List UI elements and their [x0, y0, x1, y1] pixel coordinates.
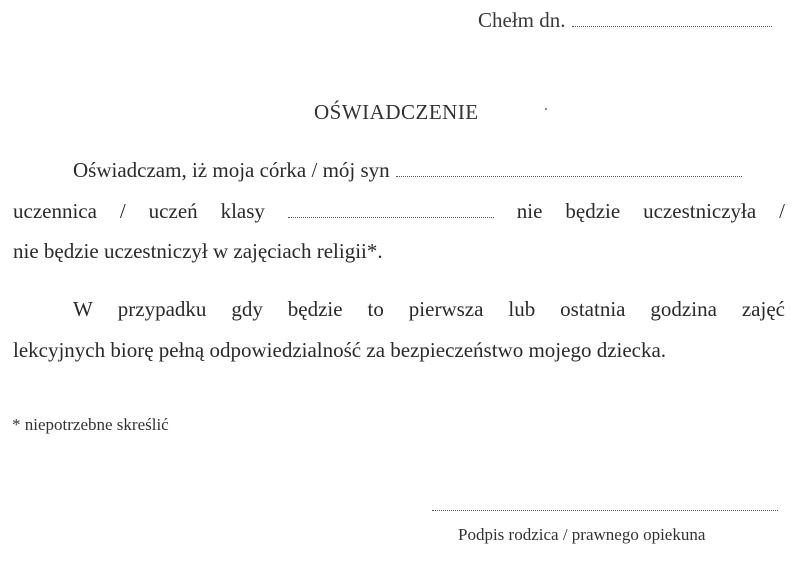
word: ostatnia: [560, 297, 626, 321]
word: pierwsza: [408, 297, 484, 321]
word: zajęć: [741, 297, 785, 321]
word: uczennica: [13, 199, 97, 223]
date-blank-field[interactable]: [572, 25, 772, 27]
word: będzie: [287, 297, 343, 321]
word: będzie: [565, 199, 621, 223]
word: przypadku: [117, 297, 207, 321]
word: W: [73, 297, 93, 321]
responsibility-line-1: [73, 297, 785, 322]
word: /: [779, 199, 785, 223]
scan-speck: [545, 108, 547, 110]
footnote: * niepotrzebne skreślić: [12, 415, 169, 434]
responsibility-line-2: lekcyjnych biorę pełną odpowiedzialność za bezpieczeństwo mojego dziecka.: [13, 338, 667, 362]
word: uczeń: [148, 199, 198, 223]
word: nie: [516, 199, 543, 223]
word: to: [367, 297, 384, 321]
word: uczestniczyła: [643, 199, 757, 223]
place-date-line: [478, 8, 772, 33]
word: klasy: [220, 199, 265, 223]
document-title: OŚWIADCZENIE: [314, 100, 479, 124]
statement-line-1: [73, 158, 742, 183]
signature-blank-field[interactable]: [432, 510, 778, 511]
word: godzina: [650, 297, 717, 321]
word: lub: [508, 297, 536, 321]
signature-label: Podpis rodzica / prawnego opiekuna: [458, 525, 706, 544]
place-date-label: Chełm dn.: [478, 8, 566, 32]
class-blank-field[interactable]: [288, 216, 494, 218]
statement-intro-text: Oświadczam, iż moja córka / mój syn: [73, 158, 390, 182]
word: gdy: [231, 297, 263, 321]
statement-line-2: [13, 199, 785, 224]
statement-line-3: nie będzie uczestniczył w zajęciach religii*.: [13, 239, 383, 263]
child-name-blank-field[interactable]: [396, 175, 742, 177]
word: /: [119, 199, 126, 223]
